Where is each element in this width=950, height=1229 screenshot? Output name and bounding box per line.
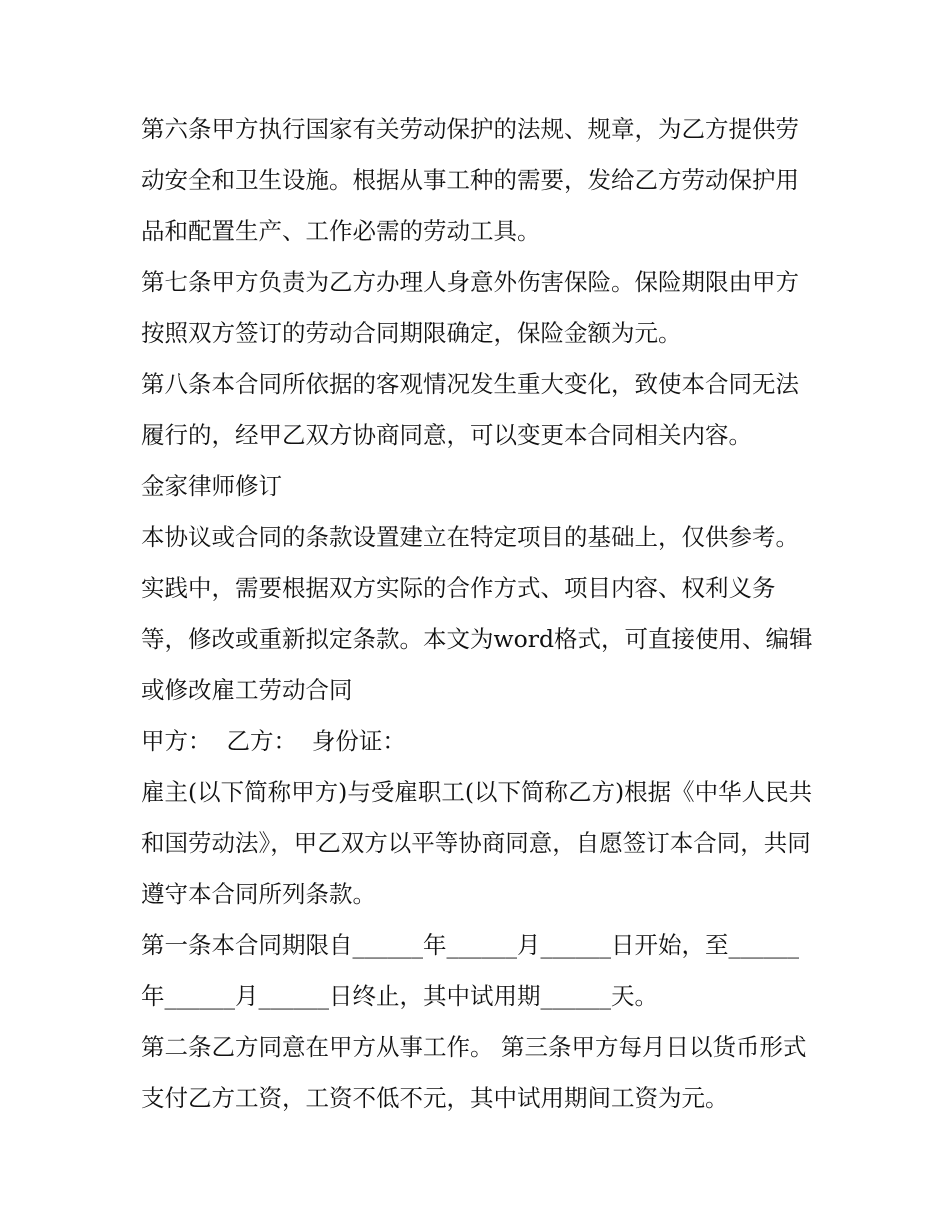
article-2-3-paragraph: 第二条乙方同意在甲方从事工作。 第三条甲方每月日以货币形式支付乙方工资，工资不低不元，其中试用期间工资为元。 [141, 1033, 807, 1112]
article-8-paragraph: 第八条本合同所依据的客观情况发生重大变化，致使本合同无法履行的，经甲乙双方协商同意，可以变更本合同相关内容。 [141, 370, 799, 449]
article-1-paragraph: 第一条本合同期限自______年______月______日开始，至______年______月______日终止，其中试用期______天。 [141, 931, 799, 1010]
parties-line: 甲方： 乙方： 身份证： [141, 727, 406, 755]
preamble-paragraph: 雇主(以下简称甲方)与受雇职工(以下简称乙方)根据《中华人民共和国劳动法》，甲乙双方以平等协商同意，自愿签订本合同，共同遵守本合同所列条款。 [141, 778, 813, 908]
article-7-paragraph: 第七条甲方负责为乙方办理人身意外伤害保险。保险期限由甲方按照双方签订的劳动合同期限确定，保险金额为元。 [141, 268, 799, 347]
disclaimer-paragraph: 本协议或合同的条款设置建立在特定项目的基础上，仅供参考。实践中，需要根据双方实际的合作方式、项目内容、权利义务等，修改或重新拟定条款。本文为word格式，可直接使用、编辑或修改雇工劳动合同 [141, 523, 813, 704]
document-page [141, 104, 821, 1124]
reviser-line: 金家律师修订 [141, 472, 282, 500]
article-6-paragraph: 第六条甲方执行国家有关劳动保护的法规、规章，为乙方提供劳动安全和卫生设施。根据从事工种的需要，发给乙方劳动保护用品和配置生产、工作必需的劳动工具。 [141, 115, 799, 245]
